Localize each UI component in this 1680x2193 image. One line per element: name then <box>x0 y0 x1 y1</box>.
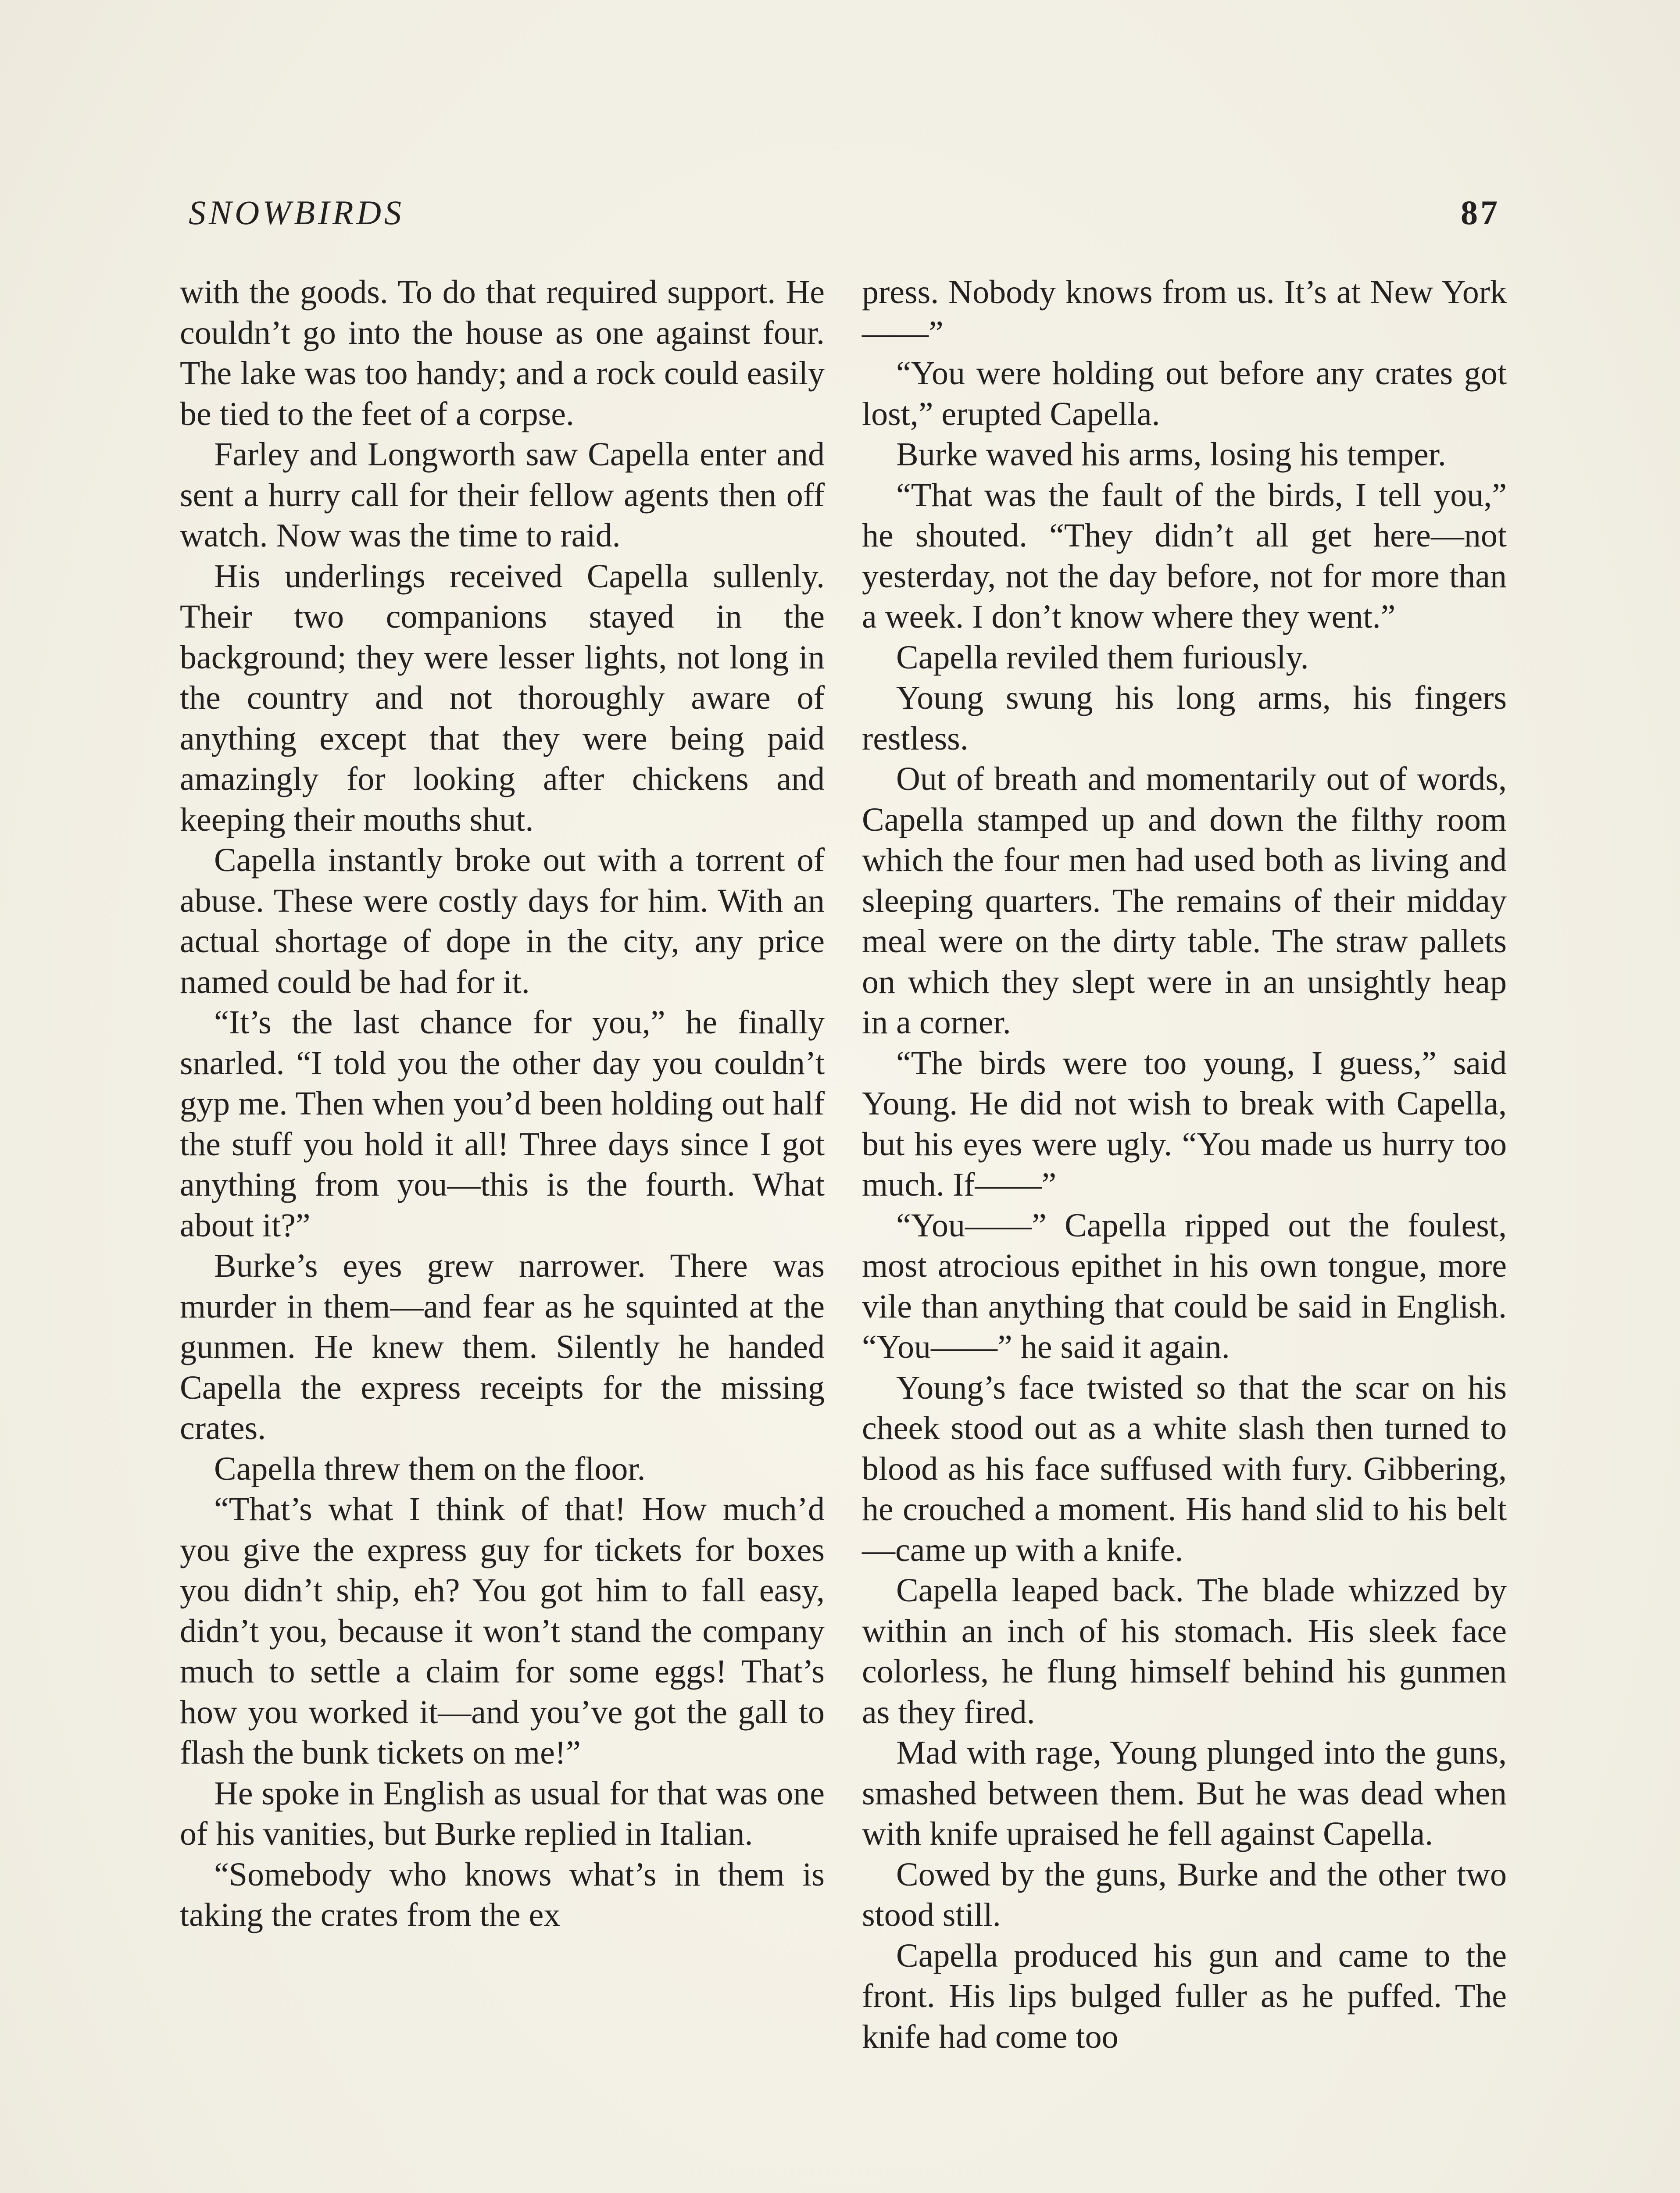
paragraph: “That was the fault of the birds, I tell you,” he shouted. “They didn’t all get here—not yesterday, not the day before, not for more than a week. I don’t know where they went.” <box>862 476 1507 635</box>
paragraph: “That’s what I think of that! How much’d you give the express guy for tickets for boxes you didn’t ship, eh? You got him to fall easy, didn’t you, because it won’t stand the company much to settle a claim for some eggs! That’s how you worked it—and you’ve got the gall to flash the bunk tickets on me!” <box>180 1491 825 1771</box>
paragraph: His underlings received Capella sullenly. Their two companions stayed in the background; they were lesser lights, not long in the country and not thoroughly aware of anything except that they were being paid amazingly for looking after chickens and keeping their mouths shut. <box>180 557 825 838</box>
page-number: 87 <box>1461 193 1500 232</box>
paragraph: “It’s the last chance for you,” he finally snarled. “I told you the other day you couldn’t gyp me. Then when you’d been holding out half the stuff you hold it all! Three days since I got anything from you—this is the fourth. What about it?” <box>180 1004 825 1244</box>
paragraph: Farley and Longworth saw Capella enter and sent a hurry call for their fellow agents then off watch. Now was the time to raid. <box>180 436 825 554</box>
paragraph: with the goods. To do that required support. He couldn’t go into the house as one against four. The lake was too handy; and a rock could easily be tied to the feet of a corpse. <box>180 274 825 432</box>
paragraph: Capella threw them on the floor. <box>214 1450 646 1487</box>
paragraph: Burke waved his arms, losing his temper. <box>896 436 1446 473</box>
running-title: SNOWBIRDS <box>189 193 404 232</box>
paragraph: “You were holding out before any crates got lost,” erupted Capella. <box>862 355 1507 432</box>
paragraph: Capella leaped back. The blade whizzed by within an inch of his stomach. His sleek face colorless, he flung himself behind his gunmen as they fired. <box>862 1572 1507 1731</box>
paragraph: Capella reviled them furiously. <box>896 639 1309 676</box>
right-column <box>862 272 1507 2057</box>
paragraph: Capella instantly broke out with a torrent of abuse. These were costly days for him. With an actual shortage of dope in the city, any price named could be had for it. <box>180 842 825 1000</box>
paragraph: Capella produced his gun and came to the front. His lips bulged fuller as he puffed. The knife had come too <box>862 1937 1507 2055</box>
left-column <box>180 272 825 1936</box>
paragraph: Young swung his long arms, his fingers restless. <box>862 679 1507 757</box>
paragraph: “The birds were too young, I guess,” said Young. He did not wish to break with Capella, but his eyes were ugly. “You made us hurry too much. If——” <box>862 1044 1507 1203</box>
paragraph: Mad with rage, Young plunged into the guns, smashed between them. But he was dead when with knife upraised he fell against Capella. <box>862 1734 1507 1852</box>
paragraph: Young’s face twisted so that the scar on his cheek stood out as a white slash then turned to blood as his face suffused with fury. Gibbering, he crouched a moment. His hand slid to his belt—came up with a knife. <box>862 1369 1507 1568</box>
paragraph: Out of breath and momentarily out of words, Capella stamped up and down the filthy room which the four men had used both as living and sleeping quarters. The remains of their midday meal were on the dirty table. The straw pallets on which they slept were in an unsightly heap in a corner. <box>862 761 1507 1041</box>
paragraph: “You——” Capella ripped out the foulest, most atrocious epithet in his own tongue, more vile than anything that could be said in English. “You——” he said it again. <box>862 1207 1507 1365</box>
paragraph: Cowed by the guns, Burke and the other two stood still. <box>862 1856 1507 1933</box>
paragraph: He spoke in English as usual for that was one of his vanities, but Burke replied in Italian. <box>180 1775 825 1852</box>
paragraph: Burke’s eyes grew narrower. There was murder in them—and fear as he squinted at the gunmen. He knew them. Silently he handed Capella the express receipts for the missing crates. <box>180 1247 825 1447</box>
running-head <box>189 193 1500 246</box>
paragraph: “Somebody who knows what’s in them is taking the crates from the ex <box>180 1856 825 1933</box>
paragraph: press. Nobody knows from us. It’s at New York——” <box>862 274 1507 351</box>
